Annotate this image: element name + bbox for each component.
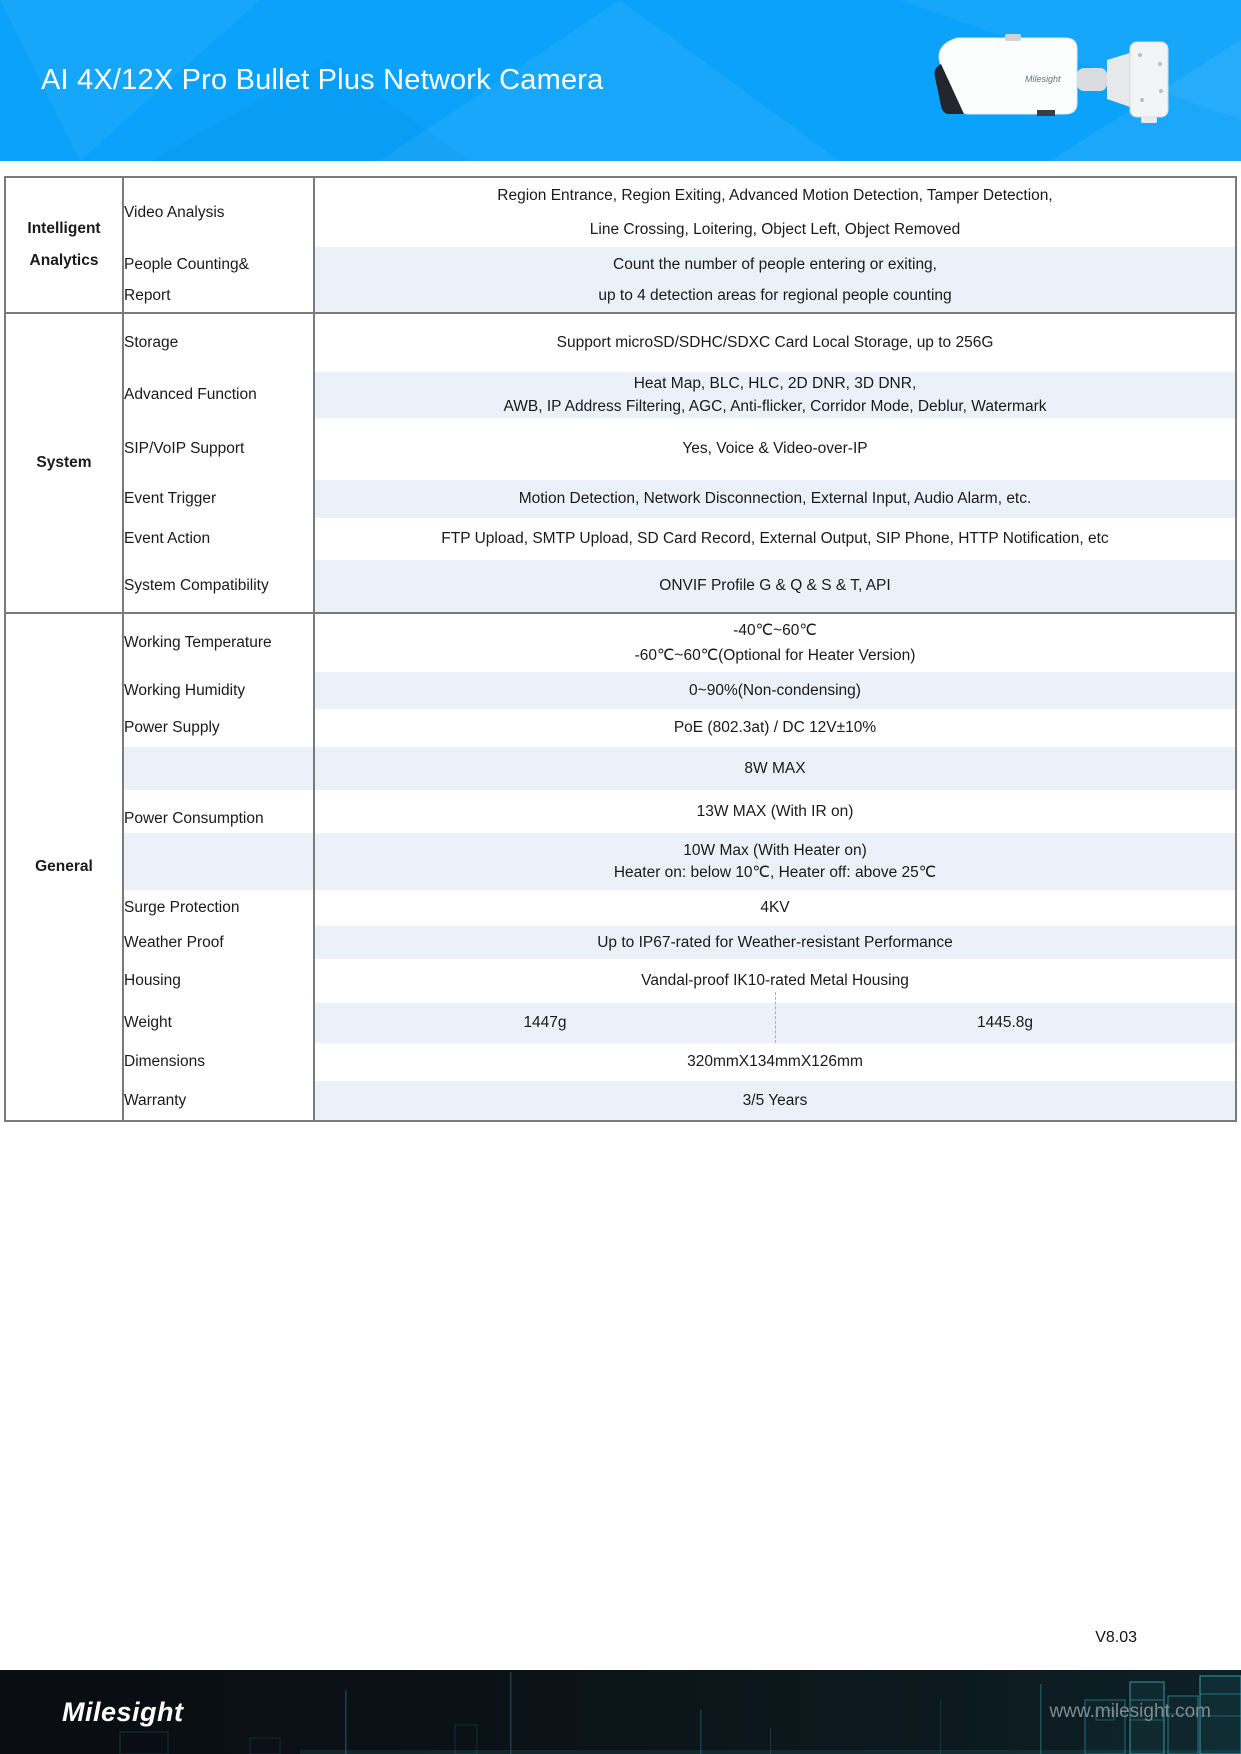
row-label: Event Action — [123, 518, 314, 560]
row-value: 4KV — [314, 890, 1236, 926]
row-value — [314, 1003, 1236, 1043]
row-label: Warranty — [123, 1081, 314, 1121]
table-row — [5, 890, 1236, 926]
row-value: Up to IP67-rated for Weather-resistant Performance — [314, 926, 1236, 959]
table-row — [5, 518, 1236, 560]
row-value: 0~90%(Non-condensing) — [314, 672, 1236, 709]
row-value: Motion Detection, Network Disconnection, External Input, Audio Alarm, etc. — [314, 480, 1236, 518]
row-value: -40℃~60℃ -60℃~60℃(Optional for Heater Version) — [314, 613, 1236, 672]
row-label: Working Humidity — [123, 672, 314, 709]
row-label: Weight — [123, 1003, 314, 1043]
row-label: Storage — [123, 313, 314, 372]
row-label: Advanced Function — [123, 372, 314, 418]
footer-band — [0, 1670, 1241, 1754]
table-row — [5, 372, 1236, 418]
row-label-power-consumption: Power Consumption — [123, 747, 314, 890]
table-row — [5, 926, 1236, 959]
spec-table — [4, 176, 1237, 1122]
row-label: Dimensions — [123, 1043, 314, 1081]
table-row — [5, 672, 1236, 709]
weight-dashed-divider — [775, 992, 776, 1043]
row-value: Heat Map, BLC, HLC, 2D DNR, 3D DNR, AWB, IP Address Filtering, AGC, Anti-flicker, Corridor Mode, Deblur, Watermark — [314, 372, 1236, 418]
table-row — [5, 709, 1236, 747]
row-label: SIP/VoIP Support — [123, 418, 314, 480]
weight-left-value: 1447g — [523, 1014, 567, 1031]
footer-milesight-logo: Milesight — [62, 1696, 184, 1727]
table-row — [5, 959, 1236, 1003]
row-value: Vandal-proof IK10-rated Metal Housing — [314, 959, 1236, 1003]
table-row — [5, 247, 1236, 313]
row-value: Support microSD/SDHC/SDXC Card Local Storage, up to 256G — [314, 313, 1236, 372]
camera-body-logo: Milesight — [1025, 74, 1061, 84]
row-value: 10W Max (With Heater on) Heater on: below 10℃, Heater off: above 25℃ — [314, 833, 1236, 890]
version-label: V8.03 — [1095, 1629, 1137, 1646]
weight-right-value: 1445.8g — [976, 1014, 1034, 1031]
row-label: Surge Protection — [123, 890, 314, 926]
table-row — [5, 480, 1236, 518]
row-label: Power Supply — [123, 709, 314, 747]
row-label: Event Trigger — [123, 480, 314, 518]
row-value: Region Entrance, Region Exiting, Advanced Motion Detection, Tamper Detection, Line Crossing, Loitering, Object Left, Object Removed — [314, 177, 1236, 247]
table-row-weight — [5, 1003, 1236, 1043]
row-label: Video Analysis — [123, 177, 314, 247]
camera-image — [919, 33, 1171, 125]
table-row — [5, 560, 1236, 613]
row-value: 3/5 Years — [314, 1081, 1236, 1121]
table-row — [5, 177, 1236, 247]
table-row — [5, 747, 1236, 790]
table-row — [5, 313, 1236, 372]
row-value: FTP Upload, SMTP Upload, SD Card Record, External Output, SIP Phone, HTTP Notification, etc — [314, 518, 1236, 560]
table-row — [5, 1043, 1236, 1081]
row-label: Housing — [123, 959, 314, 1003]
row-label: Weather Proof — [123, 926, 314, 959]
row-value: 13W MAX (With IR on) — [314, 790, 1236, 833]
section-header-general: General — [5, 613, 123, 1121]
table-row — [5, 418, 1236, 480]
camera-top-tab — [1005, 34, 1021, 41]
row-label: People Counting& Report — [123, 247, 314, 313]
page-title: AI 4X/12X Pro Bullet Plus Network Camera — [41, 64, 604, 96]
header-banner — [0, 0, 1241, 161]
row-value: 8W MAX — [314, 747, 1236, 790]
row-value: Yes, Voice & Video-over-IP — [314, 418, 1236, 480]
row-value: ONVIF Profile G & Q & S & T, API — [314, 560, 1236, 613]
row-value: Count the number of people entering or exiting, up to 4 detection areas for regional people counting — [314, 247, 1236, 313]
row-label: Working Temperature — [123, 613, 314, 672]
table-row — [5, 1081, 1236, 1121]
section-header-intelligent-analytics: Intelligent Analytics — [5, 177, 123, 313]
section-header-system: System — [5, 313, 123, 613]
row-label: System Compatibility — [123, 560, 314, 613]
row-value: 320mmX134mmX126mm — [314, 1043, 1236, 1081]
footer-website-link[interactable]: www.milesight.com — [1049, 1701, 1211, 1722]
row-value: PoE (802.3at) / DC 12V±10% — [314, 709, 1236, 747]
table-row — [5, 613, 1236, 672]
